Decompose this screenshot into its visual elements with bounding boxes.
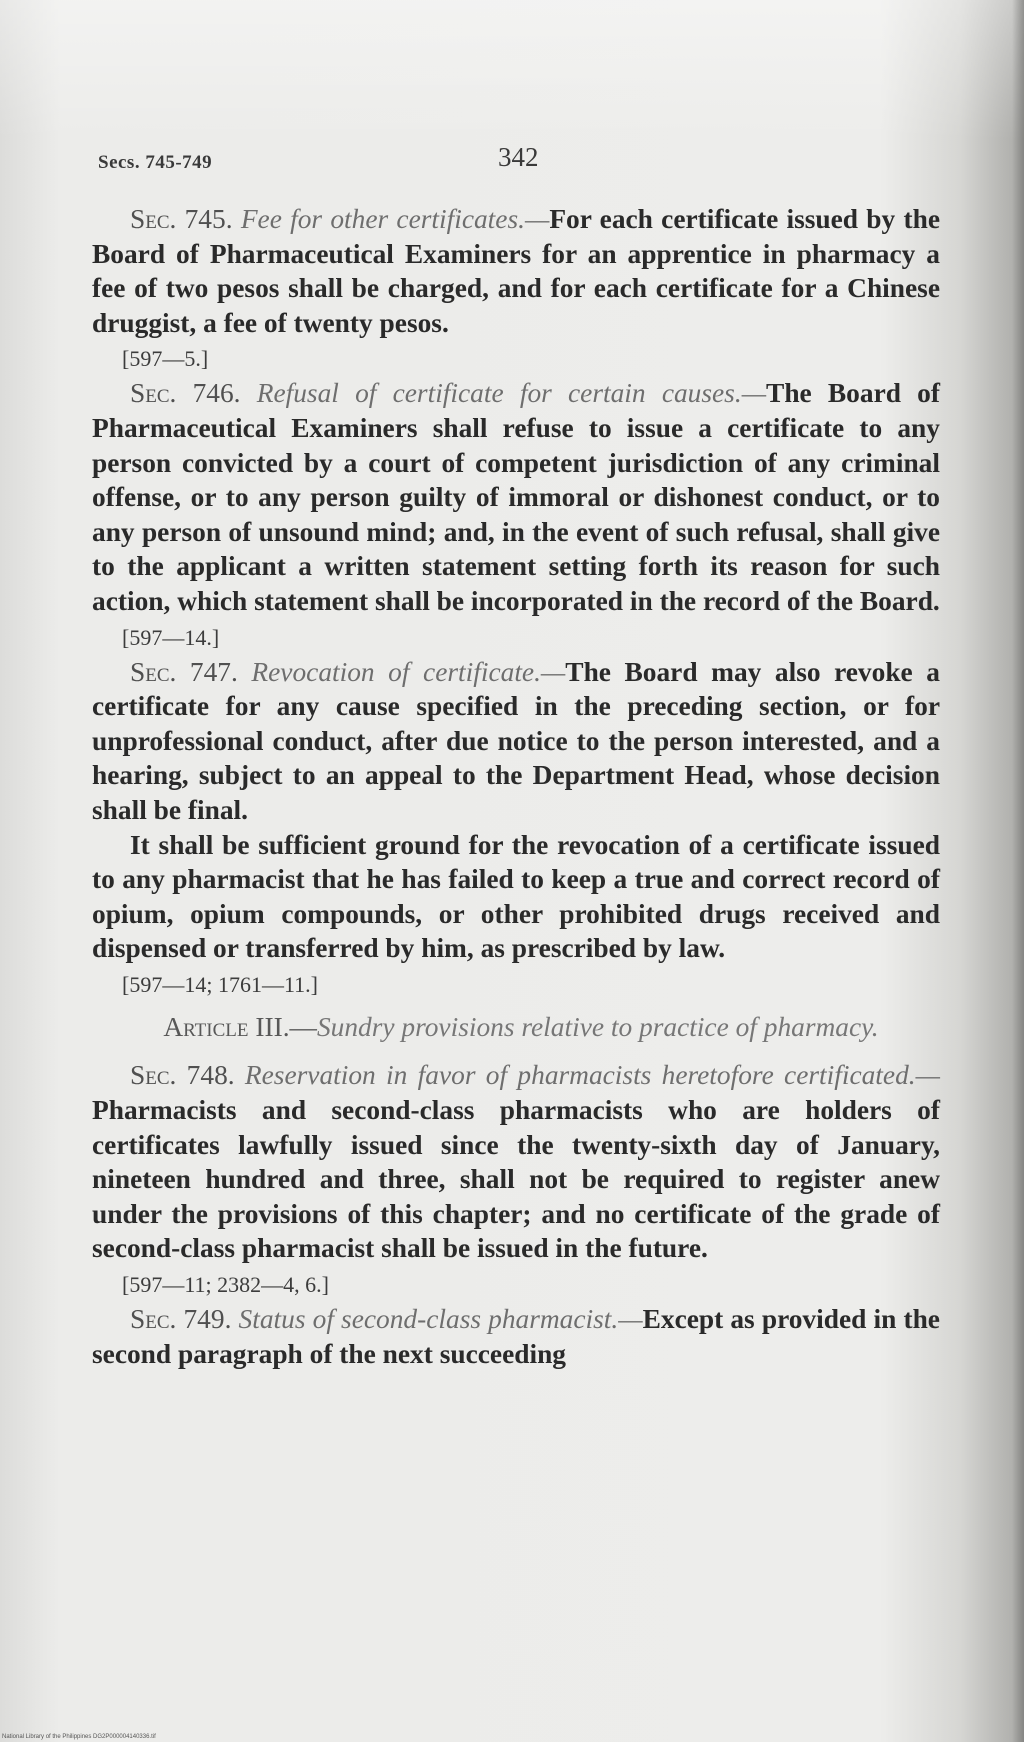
running-head: Secs. 745-749	[98, 152, 213, 173]
scan-footer-tag: National Library of the Philippines DG2P000004140336.tif	[2, 1734, 156, 1740]
page-number: 342	[498, 142, 539, 172]
page-shading	[0, 0, 1024, 140]
section-text: For each certificate issued by the Board of Pharmaceutical Examiners for an apprentice in pharmacy a fee of two pesos shall be charged, and for each certificate for a Chinese druggist, a fee of twenty pesos.	[92, 204, 940, 338]
section-label: Sec. 746.	[130, 378, 241, 409]
section-749	[92, 1302, 940, 1371]
section-citation: [597—5.]	[122, 346, 209, 372]
section-text: Except as provided in the second paragraph of the next succeeding	[92, 1304, 940, 1369]
section-text: Pharmacists and second-class pharmacists who are holders of certificates lawfully issued since the twenty-sixth day of January, nineteen hundred and three, shall not be required to register anew under the provisions of this chapter; and no certificate of the grade of second-class pharmacist shall be issued in the future.	[92, 1095, 940, 1264]
section-title: Fee for other certificates.—	[240, 204, 550, 234]
section-label: Sec. 747.	[130, 656, 238, 687]
section-title: Status of second-class pharmacist.—	[238, 1304, 643, 1335]
section-text: The Board of Pharmaceutical Examiners shall refuse to issue a certificate to any person convicted by a court of competent jurisdiction of any criminal offense, or to any person guilty of immoral or dishonest conduct, or to any person of unsound mind; and, in the event of such refusal, shall give to the applicant a written statement setting forth its reason for such action, which statement shall be incorporated in the record of the Board.	[92, 378, 940, 616]
page-header	[98, 142, 944, 180]
article-label: Article III.—	[163, 1011, 317, 1042]
section-label: Sec. 745.	[130, 204, 233, 234]
section-citation: [597—14.]	[122, 624, 220, 650]
section-label: Sec. 749.	[130, 1304, 232, 1335]
section-747-paragraph-2: It shall be sufficient ground for the revocation of a certificate issued to any pharmacist that he has failed to keep a true and correct record of opium, opium compounds, or other prohibited drugs received and dispensed or transferred by him, as prescribed by law.	[92, 829, 940, 964]
section-text: The Board may also revoke a certificate for any cause specified in the preceding section, or for unprofessional conduct, after due notice to the person interested, and a hearing, subject to an appeal to the Department Head, whose decision shall be final.	[92, 656, 940, 825]
section-title: Refusal of certificate for certain causes.—	[256, 378, 767, 409]
page-body	[92, 202, 940, 1371]
section-746	[92, 376, 940, 618]
section-citation: [597—14; 1761—11.]	[122, 971, 318, 997]
article-title: Sundry provisions relative to practice of pharmacy.	[316, 1011, 879, 1042]
section-title: Reservation in favor of pharmacists heretofore certificated.—	[244, 1060, 940, 1091]
spine-shadow	[1012, 0, 1024, 1742]
section-title: Revocation of certificate.—	[251, 656, 566, 687]
section-745	[92, 202, 940, 340]
article-heading	[132, 1010, 910, 1045]
section-747	[92, 655, 940, 828]
section-label: Sec. 748.	[130, 1060, 235, 1091]
section-748	[92, 1058, 940, 1266]
section-citation: [597—11; 2382—4, 6.]	[122, 1272, 329, 1298]
